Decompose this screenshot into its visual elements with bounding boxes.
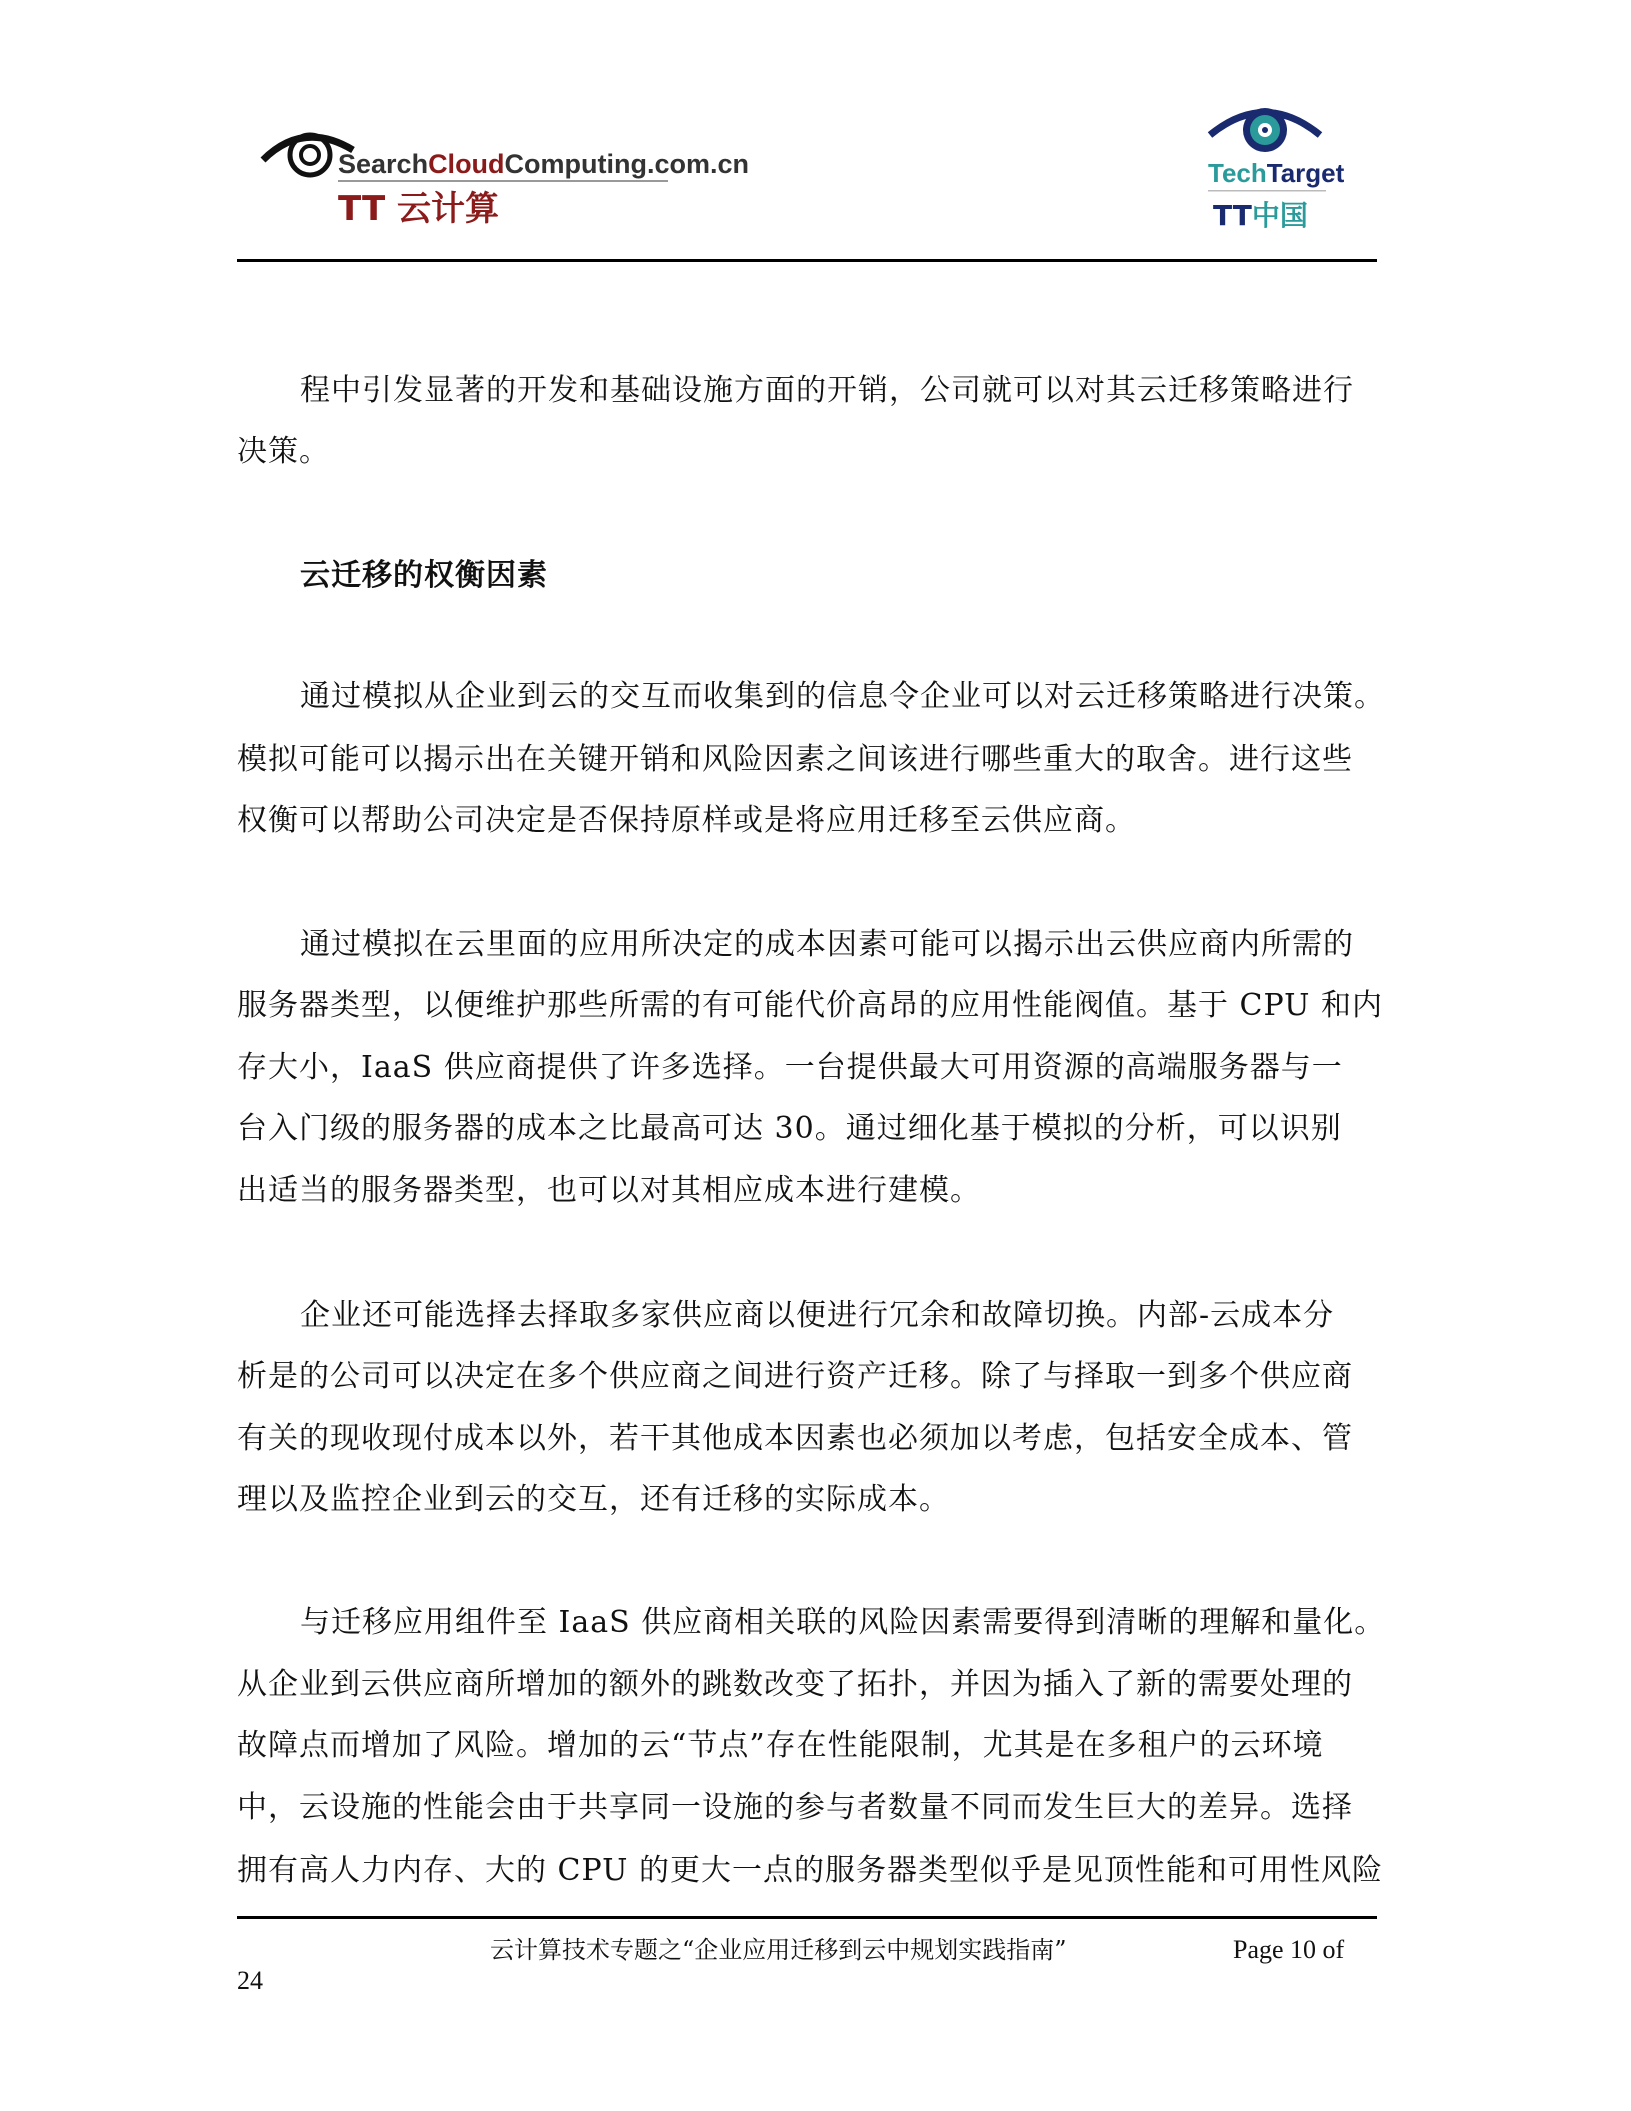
techtarget-logo bbox=[1205, 100, 1345, 235]
footer-title: 云计算技术专题之“企业应用迁移到云中规划实践指南” bbox=[490, 1936, 1067, 1964]
paragraph-line: 与迁移应用组件至 IaaS 供应商相关联的风险因素需要得到清晰的理解和量化。 bbox=[300, 1605, 1386, 1640]
svg-text:TechTarget: TechTarget bbox=[1208, 158, 1345, 188]
page-total: 24 bbox=[237, 1966, 263, 1995]
paragraph-line: 台入门级的服务器的成本之比最高可达 30。通过细化基于模拟的分析，可以识别 bbox=[237, 1111, 1342, 1146]
paragraph-line: 模拟可能可以揭示出在关键开销和风险因素之间该进行哪些重大的取舍。进行这些 bbox=[237, 742, 1353, 777]
paragraph-line: 中，云设施的性能会由于共享同一设施的参与者数量不同而发生巨大的差异。选择 bbox=[237, 1790, 1353, 1825]
page-number: Page 10 of bbox=[1233, 1935, 1345, 1964]
svg-text:TT 云计算: TT 云计算 bbox=[338, 189, 500, 229]
paragraph-line: 通过模拟在云里面的应用所决定的成本因素可能可以揭示出云供应商内所需的 bbox=[300, 927, 1354, 962]
paragraph-line: 拥有高人力内存、大的 CPU 的更大一点的服务器类型似乎是见顶性能和可用性风险 bbox=[237, 1853, 1383, 1888]
paragraph-line: 服务器类型，以便维护那些所需的有可能代价高昂的应用性能阀值。基于 CPU 和内 bbox=[237, 988, 1383, 1023]
svg-text:TT中国: TT中国 bbox=[1213, 199, 1308, 232]
searchcloudcomputing-logo bbox=[258, 125, 750, 235]
header-rule bbox=[237, 259, 1377, 262]
paragraph-line: 存大小，IaaS 供应商提供了许多选择。一台提供最大可用资源的高端服务器与一 bbox=[237, 1050, 1343, 1085]
paragraph-line: 决策。 bbox=[237, 434, 330, 469]
section-heading: 云迁移的权衡因素 bbox=[300, 558, 548, 593]
paragraph-line: 企业还可能选择去择取多家供应商以便进行冗余和故障切换。内部-云成本分 bbox=[300, 1298, 1335, 1333]
paragraph-line: 析是的公司可以决定在多个供应商之间进行资产迁移。除了与择取一到多个供应商 bbox=[237, 1359, 1353, 1394]
paragraph-line: 从企业到云供应商所增加的额外的跳数改变了拓扑，并因为插入了新的需要处理的 bbox=[237, 1667, 1353, 1702]
paragraph-line: 出适当的服务器类型，也可以对其相应成本进行建模。 bbox=[237, 1173, 981, 1208]
paragraph-line: 通过模拟从企业到云的交互而收集到的信息令企业可以对云迁移策略进行决策。 bbox=[300, 679, 1385, 714]
paragraph-line: 权衡可以帮助公司决定是否保持原样或是将应用迁移至云供应商。 bbox=[237, 803, 1136, 838]
paragraph-line: 程中引发显著的开发和基础设施方面的开销，公司就可以对其云迁移策略进行 bbox=[300, 373, 1354, 408]
footer-rule bbox=[237, 1916, 1377, 1919]
paragraph-line: 故障点而增加了风险。增加的云“节点”存在性能限制，尤其是在多租户的云环境 bbox=[237, 1728, 1324, 1763]
svg-text:SearchCloudComputing.com.cn: SearchCloudComputing.com.cn bbox=[338, 149, 750, 179]
paragraph-line: 有关的现收现付成本以外，若干其他成本因素也必须加以考虑，包括安全成本、管 bbox=[237, 1421, 1353, 1456]
paragraph-line: 理以及监控企业到云的交互，还有迁移的实际成本。 bbox=[237, 1482, 950, 1517]
